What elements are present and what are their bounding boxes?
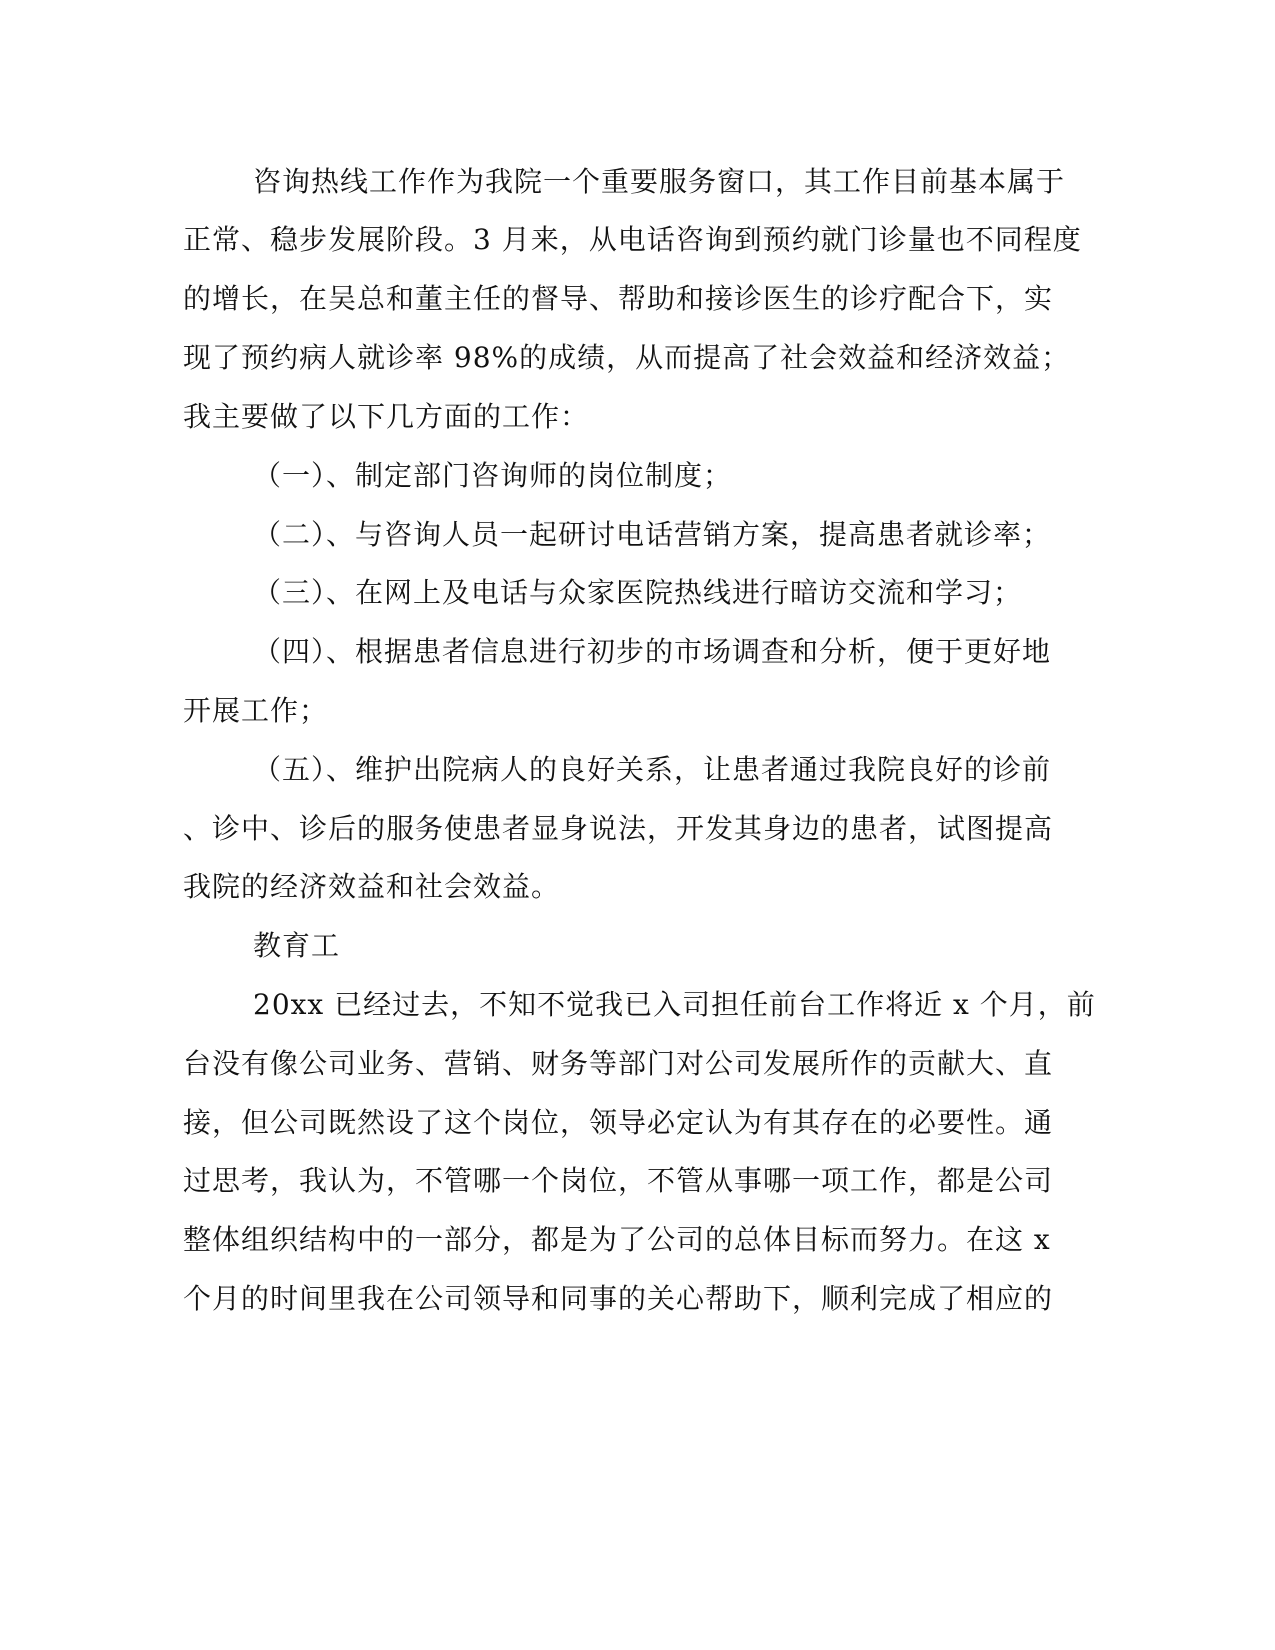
text-line: 的增长，在吴总和董主任的督导、帮助和接诊医生的诊疗配合下，实 bbox=[183, 282, 1054, 315]
list-item: （三）、在网上及电话与众家医院热线进行暗访交流和学习； bbox=[253, 576, 1023, 609]
text-line: 开展工作； bbox=[183, 694, 329, 727]
text-line: 台没有像公司业务、营销、财务等部门对公司发展所作的贡献大、直 bbox=[183, 1047, 1054, 1080]
text-line: 接，但公司既然设了这个岗位，领导必定认为有其存在的必要性。通 bbox=[183, 1106, 1054, 1139]
text-line: 过思考，我认为，不管哪一个岗位，不管从事哪一项工作，都是公司 bbox=[183, 1164, 1054, 1197]
text-line: 个月的时间里我在公司领导和同事的关心帮助下，顺利完成了相应的 bbox=[183, 1282, 1054, 1315]
text-line: 整体组织结构中的一部分，都是为了公司的总体目标而努力。在这 x bbox=[183, 1223, 1051, 1256]
text-line: 我院的经济效益和社会效益。 bbox=[183, 870, 561, 903]
list-item: （一）、制定部门咨询师的岗位制度； bbox=[253, 459, 733, 492]
section-heading: 教育工 bbox=[253, 929, 341, 962]
list-item: （二）、与咨询人员一起研讨电话营销方案，提高患者就诊率； bbox=[253, 518, 1052, 551]
list-item: （五）、维护出院病人的良好关系，让患者通过我院良好的诊前 bbox=[253, 753, 1052, 786]
text-line: 我主要做了以下几方面的工作： bbox=[183, 400, 590, 433]
text-line: 咨询热线工作作为我院一个重要服务窗口，其工作目前基本属于 bbox=[253, 165, 1066, 198]
text-line: 、诊中、诊后的服务使患者显身说法，开发其身边的患者，试图提高 bbox=[183, 812, 1054, 845]
text-line: 20xx 已经过去，不知不觉我已入司担任前台工作将近 x 个月，前 bbox=[253, 988, 1096, 1021]
text-line: 现了预约病人就诊率 98%的成绩，从而提高了社会效益和经济效益； bbox=[183, 341, 1071, 374]
text-line: 正常、稳步发展阶段。3 月来，从电话咨询到预约就门诊量也不同程度 bbox=[183, 223, 1082, 256]
list-item: （四）、根据患者信息进行初步的市场调查和分析，便于更好地 bbox=[253, 635, 1052, 668]
